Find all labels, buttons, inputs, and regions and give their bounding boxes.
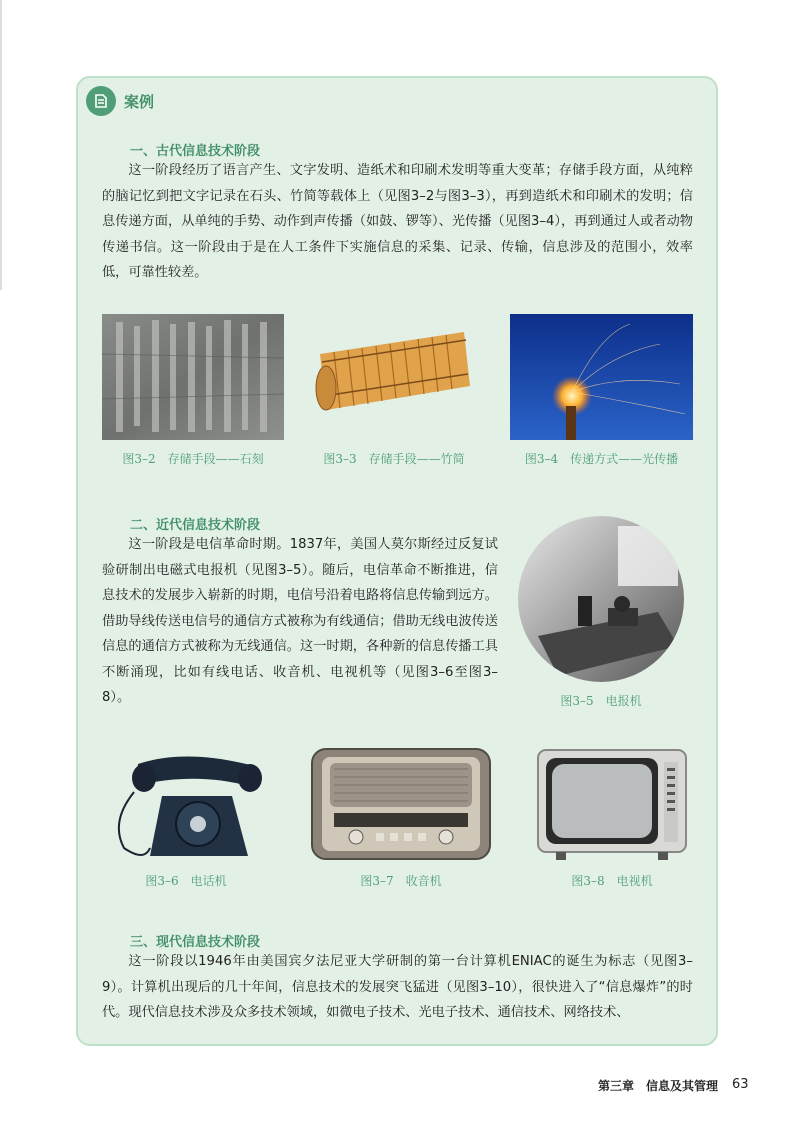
bamboo-slips-image: [314, 326, 474, 416]
case-icon: [86, 86, 116, 116]
section-heading-contemporary: 三、现代信息技术阶段: [130, 935, 261, 950]
telephone-image: [104, 752, 268, 862]
stone-carving-image: [102, 314, 284, 440]
case-title: 案例: [124, 93, 155, 111]
fire-beacon-image: [510, 314, 693, 440]
section-text-ancient: 这一阶段经历了语言产生、文字发明、造纸术和印刷术发明等重大变革；存储手段方面，从纯粹的脑记忆到把文字记录在石头、竹简等载体上（见图3–2与图3–3），再到造纸术和印刷术的发明；信息传递方面，从单纯的手势、动作到声传播（如鼓、锣等）、光传播（见图3–4），再到通过人或者动物传递书信。这一阶段由于是在人工条件下实施信息的采集、记录、传输，信息涉及的范围小，效率低，可靠性较差。: [102, 163, 693, 280]
figure-caption-3-6: 图3–6 电话机: [145, 874, 227, 888]
section-heading-modern-early: 二、近代信息技术阶段: [130, 518, 261, 533]
figure-caption-3-4: 图3–4 传递方式——光传播: [524, 452, 679, 466]
figure-caption-3-7: 图3–7 收音机: [360, 874, 442, 888]
section-text-contemporary: 这一阶段以1946年由美国宾夕法尼亚大学研制的第一台计算机ENIAC的诞生为标志（见图3–9）。计算机出现后的几十年间，信息技术的发展突飞猛进（见图3–10），很快进入了“信息爆炸”的时代。现代信息技术涉及众多技术领域，如微电子技术、光电子技术、通信技术、网络技术、: [102, 954, 693, 1020]
chapter-title: 第三章 信息及其管理: [598, 1079, 719, 1093]
section-text-modern-early: 这一阶段是电信革命时期。1837年，美国人莫尔斯经过反复试验研制出电磁式电报机（见图3–5）。随后，电信革命不断推进，信息技术的发展步入崭新的时期，电信号沿着电路将信息传输到远方。借助导线传送电信号的通信方式被称为有线通信；借助无线电波传送信息的通信方式被称为无线通信。这一时期，各种新的信息传播工具不断涌现，比如有线电话、收音机、电视机等（见图3–6至图3–8）。: [102, 537, 498, 705]
television-image: [536, 748, 688, 862]
figure-caption-3-3: 图3–3 存储手段——竹简: [323, 452, 465, 466]
radio-image: [310, 747, 492, 861]
section-heading-ancient: 一、古代信息技术阶段: [130, 144, 261, 159]
page-edge-mark: [0, 0, 2, 290]
telegraph-image: [518, 516, 684, 682]
figure-caption-3-2: 图3–2 存储手段——石刻: [122, 452, 264, 466]
figure-caption-3-5: 图3–5 电报机: [560, 694, 642, 708]
page-number: 63: [732, 1077, 749, 1092]
figure-caption-3-8: 图3–8 电视机: [571, 874, 653, 888]
